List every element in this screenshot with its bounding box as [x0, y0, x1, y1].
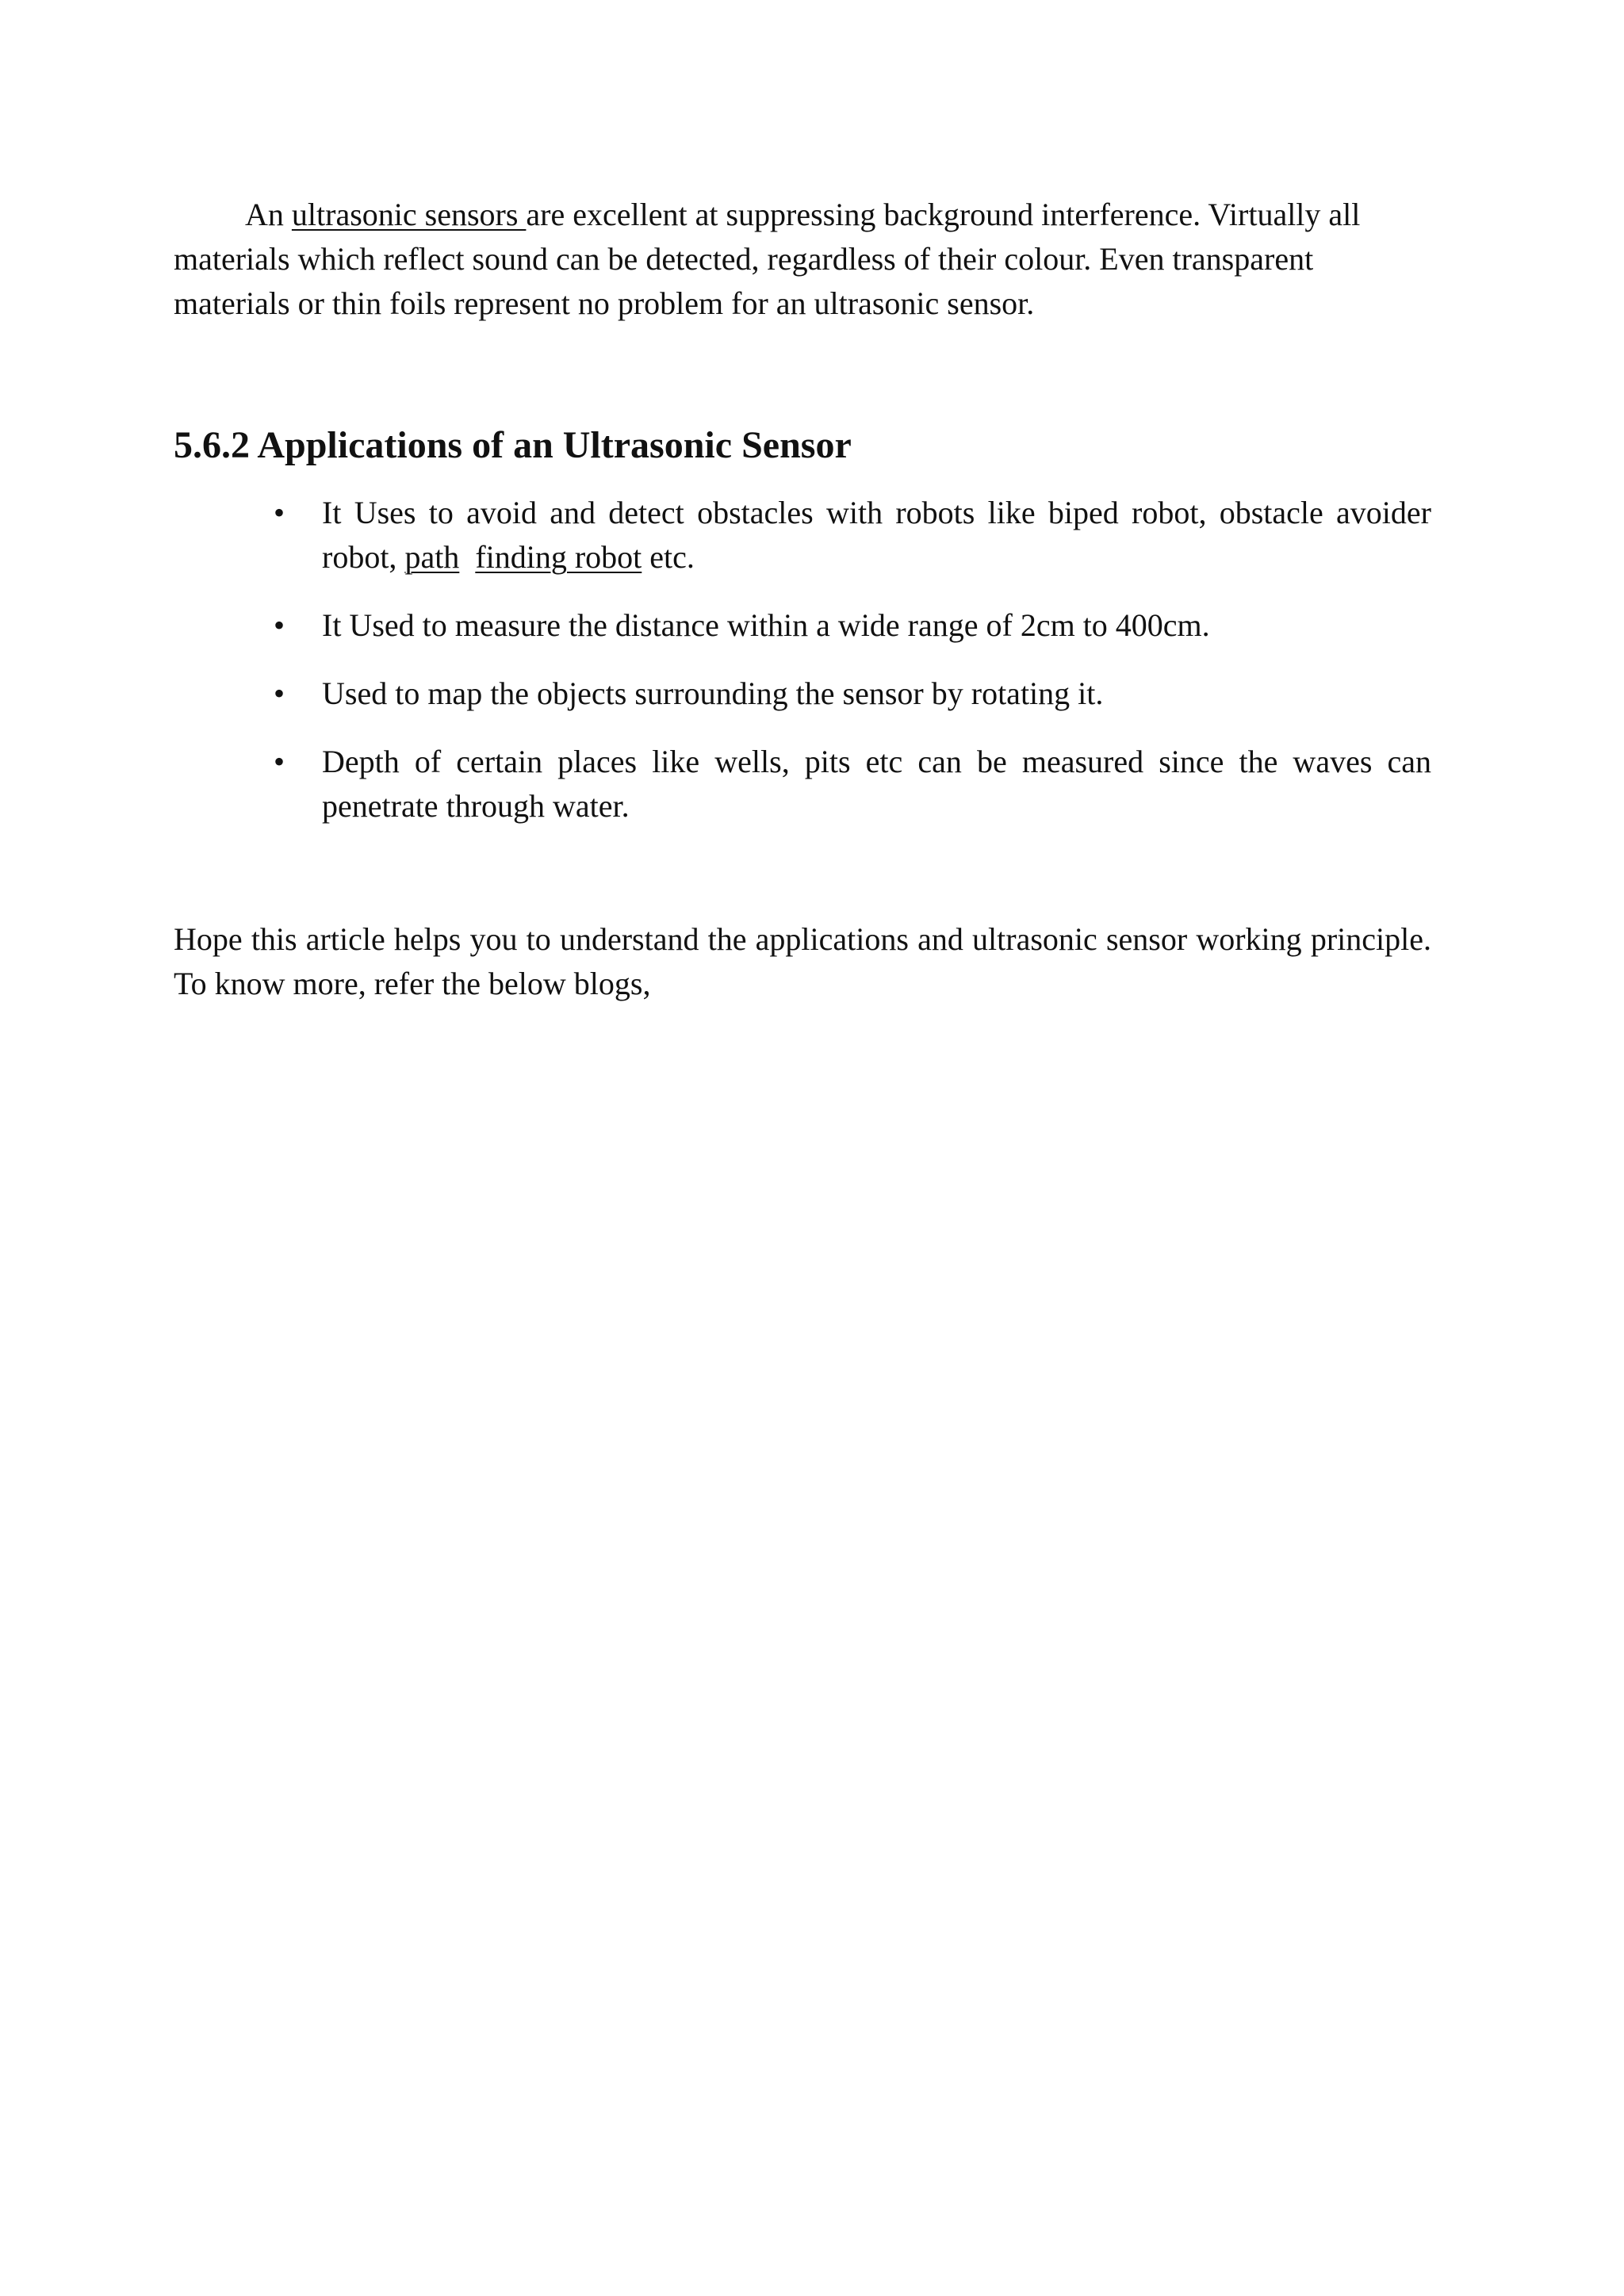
list-item-text: It Uses to avoid and detect obstacles with robots like biped robot, obstacle avoider robot,	[322, 495, 1431, 575]
list-item-text: Used to map the objects surrounding the sensor by rotating it.	[322, 675, 1104, 711]
finding-robot-link[interactable]: finding robot	[475, 539, 642, 575]
list-item	[174, 603, 1431, 648]
list-item-text: Depth of certain places like wells, pits etc can be measured since the waves can penetrate through water.	[322, 744, 1431, 824]
list-item-text: It Used to measure the distance within a wide range of 2cm to 400cm.	[322, 607, 1210, 643]
intro-paragraph	[174, 193, 1431, 326]
list-item	[174, 672, 1431, 716]
intro-line-2: materials which reflect sound can be detected, regardless of their colour. Even transparent	[174, 241, 1314, 277]
list-item	[174, 491, 1431, 580]
closing-paragraph: Hope this article helps you to understand the applications and ultrasonic sensor working principle. To know more, refer the below blogs,	[174, 921, 1431, 1001]
bullet-icon: •	[274, 675, 285, 711]
applications-list	[174, 491, 1431, 852]
intro-line-1	[174, 197, 1360, 232]
bullet-icon: •	[274, 744, 285, 779]
bullet-icon: •	[274, 607, 285, 643]
section-heading: 5.6.2 Applications of an Ultrasonic Sensor	[174, 424, 852, 466]
list-item-text-end: etc.	[642, 539, 695, 575]
intro-prefix: An	[245, 197, 292, 232]
path-link[interactable]: path	[404, 539, 460, 575]
ultrasonic-sensors-link[interactable]: ultrasonic sensors	[291, 197, 527, 232]
list-item	[174, 740, 1431, 828]
bullet-icon: •	[274, 495, 285, 530]
intro-line-1-rest: are excellent at suppressing background interference. Virtually all	[526, 197, 1361, 232]
intro-line-3: materials or thin foils represent no problem for an ultrasonic sensor.	[174, 285, 1035, 321]
